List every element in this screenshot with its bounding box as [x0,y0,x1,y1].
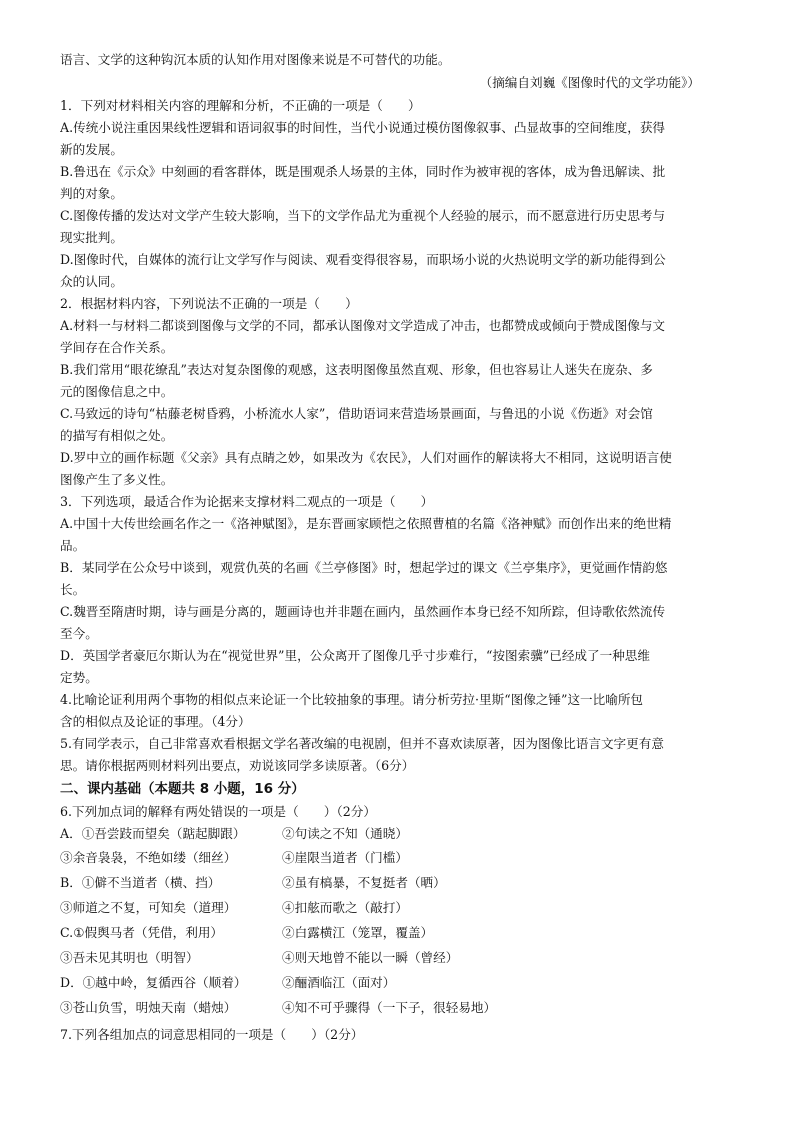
q2-option-b-cont: 元的图像信息之中。 [60,384,174,399]
q6-d-item-1: D．①越中岭，复循西谷（顺着） [60,975,247,990]
passage-source: （摘编自刘巍《图像时代的文学功能》） [479,75,700,90]
q6-b-item-1: B．①僻不当道者（横、挡） [60,875,221,890]
q1-option-c: C.图像传播的发达对文学产生较大影响，当下的文学作品尤为重视个人经验的展示，而不愿意进行历史思考与 [60,208,666,223]
q6-a-item-2: ②句读之不知（通晓） [282,826,408,841]
q2-option-a-cont: 学间存在合作关系。 [60,340,174,355]
q6-b-item-4: ④扣舷而歌之（敲打） [282,900,408,915]
q1-option-b-cont: 判的对象。 [60,186,123,201]
q3-option-a: A.中国十大传世绘画名作之一《洛神赋图》，是东晋画家顾恺之依照曹植的名篇《洛神赋》而创作出来的绝世精 [60,516,672,531]
q6-c-item-1: C.①假舆马者（凭借，利用） [60,925,224,940]
q1-option-d-cont: 众的认同。 [60,274,123,289]
q3-option-b: B．某同学在公众号中谈到，观赏仇英的名画《兰亭修图》时，想起学过的课文《兰亭集序》，更觉画作情韵悠 [60,560,668,575]
q3-option-c: C.魏晋至隋唐时期，诗与画是分离的，题画诗也并非题在画内，虽然画作本身已经不知所踪，但诗歌依然流传 [60,604,666,619]
q1-option-b: B.鲁迅在《示众》中刻画的看客群体，既是围观杀人场景的主体，同时作为被审视的客体，成为鲁迅解读、批 [60,164,666,179]
q6-stem: 6.下列加点词的解释有两处错误的一项是（ ）（2分） [60,804,376,819]
q2-option-d: D.罗中立的画作标题《父亲》具有点睛之妙，如果改为《农民》，人们对画作的解读将大不相同，这说明语言使 [60,450,672,465]
q1-stem: 1．下列对材料相关内容的理解和分析，不正确的一项是（ ） [60,98,421,113]
q6-c-item-4: ④则天地曾不能以一瞬（曾经） [282,950,459,965]
q6-d-item-3: ③苍山负雪，明烛天南（蜡烛） [60,1000,237,1015]
q6-c-item-3: ③吾未见其明也（明智） [60,950,199,965]
q4-line-1: 4.比喻论证利用两个事物的相似点来论证一个比较抽象的事理。请分析劳拉·里斯“图像之锤”这一比喻所包 [60,692,644,707]
q2-option-b: B.我们常用“眼花缭乱”表达对复杂图像的观感，这表明图像虽然直观、形象，但也容易让人迷失在庞杂、多 [60,362,653,377]
q3-option-a-cont: 品。 [60,538,86,553]
q6-b-item-3: ③师道之不复，可知矣（道理） [60,900,237,915]
q6-c-item-2: ②白露横江（笼罩，覆盖） [282,925,434,940]
q1-option-a: A.传统小说注重因果线性逻辑和语词叙事的时间性，当代小说通过模仿图像叙事、凸显故事的空间维度，获得 [60,120,666,135]
q6-a-item-1: A．①吾尝跂而望矣（踮起脚跟） [60,826,246,841]
q6-d-item-2: ②酾酒临江（面对） [282,975,396,990]
q6-a-item-3: ③余音袅袅，不绝如缕（细丝） [60,850,237,865]
q6-b-item-2: ②虽有槁暴，不复挺者（晒） [282,875,446,890]
q3-option-c-cont: 至今。 [60,626,98,641]
q6-d-item-4: ④知不可乎骤得（一下子，很轻易地） [282,1000,497,1015]
q4-line-2: 含的相似点及论证的事理。（4分） [60,714,251,729]
q5-line-2: 思。请你根据两则材料列出要点，劝说该同学多读原著。（6分） [60,758,415,773]
q6-a-item-4: ④崖限当道者（门槛） [282,850,408,865]
q2-option-c: C.马致远的诗句“枯藤老树昏鸦，小桥流水人家”，借助语词来营造场景画面，与鲁迅的小说《伤逝》对会馆 [60,406,653,421]
section-2-heading: 二、课内基础（本题共 8 小题，16 分） [60,781,305,797]
q1-option-c-cont: 现实批判。 [60,230,123,245]
q2-option-c-cont: 的描写有相似之处。 [60,428,174,443]
q2-option-d-cont: 图像产生了多义性。 [60,472,174,487]
q5-line-1: 5.有同学表示，自己非常喜欢看根据文学名著改编的电视剧，但并不喜欢读原著，因为图像比语言文字更有意 [60,736,664,751]
q3-option-d: D．英国学者豪厄尔斯认为在“视觉世界”里，公众离开了图像几乎寸步难行，“按图索骥”已经成了一种思维 [60,648,650,663]
q3-option-d-cont: 定势。 [60,670,98,685]
passage-closing-line: 语言、文学的这种钩沉本质的认知作用对图像来说是不可替代的功能。 [60,52,451,67]
q1-option-d: D.图像时代，自媒体的流行让文学写作与阅读、观看变得很容易，而职场小说的火热说明文学的新功能得到公 [60,252,666,267]
q2-option-a: A.材料一与材料二都谈到图像与文学的不同，都承认图像对文学造成了冲击，也都赞成或倾向于赞成图像与文 [60,318,666,333]
q3-stem: 3．下列选项，最适合作为论据来支撑材料二观点的一项是（ ） [60,494,434,509]
q2-stem: 2．根据材料内容，下列说法不正确的一项是（ ） [60,296,358,311]
q1-option-a-cont: 新的发展。 [60,142,123,157]
q7-stem: 7.下列各组加点的词意思相同的一项是（ ）（2分） [60,1027,364,1042]
q3-option-b-cont: 长。 [60,582,86,597]
